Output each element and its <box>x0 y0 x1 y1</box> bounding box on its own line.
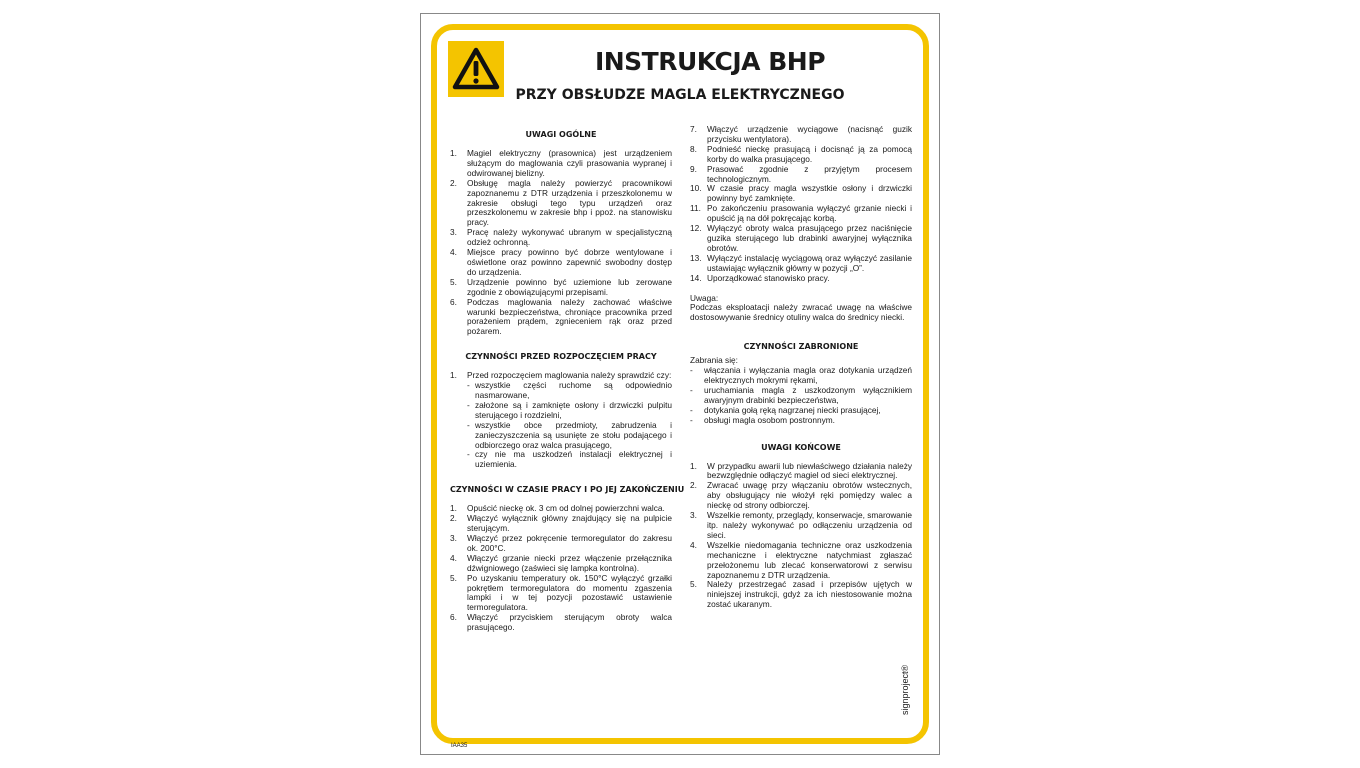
list-item <box>450 179 672 229</box>
section-heading-general: UWAGI OGÓLNE <box>525 130 597 139</box>
left-column <box>450 125 685 633</box>
list-item <box>450 554 672 574</box>
item-number: 5. <box>450 572 457 583</box>
list-item <box>450 514 672 534</box>
item-number: 4. <box>690 539 697 550</box>
forbidden-intro: Zabrania się: <box>690 355 738 366</box>
note-label: Uwaga: <box>690 292 719 303</box>
list-item <box>450 298 672 338</box>
list-item: - obsługi magla osobom postronnym. <box>690 416 912 426</box>
item-text: Miejsce pracy powinno być dobrze wentylowane i oświetlone oraz powinno zapewnić swobodny dostęp do urządzenia. <box>467 247 672 277</box>
list-item <box>450 613 672 633</box>
item-text: Pracę należy wykonywać ubranym w specjalistyczną odzież ochronną. <box>467 227 672 248</box>
item-text: Należy przestrzegać zasad i przepisów ujętych w niniejszej instrukcji, gdyż za ich niestosowanie można zostać ukaranym. <box>707 579 912 610</box>
sub-list-item: - czy nie ma uszkodzeń instalacji elektrycznej i uziemienia. <box>467 450 672 470</box>
item-number: 6. <box>450 296 457 307</box>
item-number: 4. <box>450 552 457 563</box>
list-item <box>690 204 912 224</box>
item-number: 12. <box>690 223 702 234</box>
item-number: 2. <box>450 513 457 524</box>
list-item <box>450 149 672 179</box>
item-number: 3. <box>450 533 457 543</box>
item-number: 1. <box>450 148 457 158</box>
final-notes-list <box>690 462 912 611</box>
item-number: 1. <box>690 460 697 471</box>
item-number: 10. <box>690 183 702 194</box>
section-heading-forbidden: CZYNNOŚCI ZABRONIONE <box>743 342 859 352</box>
item-text: W czasie pracy magla wszystkie osłony i drzwiczki powinny być zamknięte. <box>707 183 912 204</box>
item-number: 3. <box>690 510 697 521</box>
item-text: Zwracać uwagę przy włączaniu obrotów wstecznych, aby obsługujący nie włożył ręki pomiędzy walec a nieckę od strony odbiorczej. <box>707 480 912 511</box>
right-column <box>690 125 912 610</box>
item-text: Włączyć przyciskiem sterującym obroty walca prasującego. <box>467 612 672 633</box>
item-number: 1. <box>450 503 457 514</box>
section-heading-final: UWAGI KOŃCOWE <box>761 442 841 452</box>
sub-list-item: - wszystkie części ruchome są odpowiednio nasmarowane, <box>467 381 672 401</box>
list-item <box>450 534 672 554</box>
item-number: 7. <box>690 124 697 134</box>
sub-list-item: - wszystkie obce przedmioty, zabrudzenia i zanieczyszczenia są usunięte ze stołu podającego i odbiorczego oraz walca prasującego, <box>467 421 672 451</box>
during-work-list-left <box>450 504 672 633</box>
item-number: 2. <box>690 480 697 491</box>
general-notes-list <box>450 149 672 337</box>
list-item <box>690 481 912 511</box>
list-item <box>450 228 672 248</box>
item-text: Wyłączyć instalację wyciągową oraz wyłączyć zasilanie ustawiając wyłącznik główny w pozycji „O”. <box>707 252 912 273</box>
item-number: 2. <box>450 177 457 188</box>
item-number: 8. <box>690 143 697 154</box>
item-text: Opuścić nieckę ok. 3 cm od dolnej powierzchni walca. <box>467 503 665 514</box>
item-text: Wszelkie remonty, przeglądy, konserwacje, smarowanie itp. należy wykonywać po odłączeniu urządzenia od sieci. <box>707 510 912 540</box>
product-code: IAA35 <box>451 743 468 749</box>
list-item <box>690 125 912 145</box>
list-item <box>690 165 912 185</box>
list-item <box>450 371 672 470</box>
list-item <box>690 274 912 284</box>
during-work-list-right <box>690 125 912 284</box>
list-item: - dotykania gołą ręką nagrzanej niecki prasującej, <box>690 406 912 416</box>
item-number: 1. <box>450 370 457 381</box>
list-item <box>450 248 672 278</box>
note-block <box>690 294 912 324</box>
page-subtitle: PRZY OBSŁUDZE MAGLA ELEKTRYCZNEGO <box>515 87 845 103</box>
list-item <box>690 224 912 254</box>
section-heading-before-work: CZYNNOŚCI PRZED ROZPOCZĘCIEM PRACY <box>465 352 657 362</box>
list-item <box>690 462 912 482</box>
item-number: 14. <box>690 272 702 283</box>
item-number: 3. <box>450 227 457 238</box>
item-number: 5. <box>690 579 697 590</box>
list-item: - uruchamiania magla z uszkodzonym wyłącznikiem awaryjnym drabinki bezpieczeństwa, <box>690 386 912 406</box>
item-number: 4. <box>450 247 457 258</box>
list-item <box>450 278 672 298</box>
item-text: Po zakończeniu prasowania wyłączyć grzanie niecki i opuścić ją na dół pokręcając korbą. <box>707 203 912 224</box>
item-text: Prasować zgodnie z przyjętym procesem technologicznym. <box>707 163 912 184</box>
before-work-list <box>450 371 672 470</box>
item-text: Włączyć grzanie niecki przez włączenie przełącznika dźwigniowego (zaświeci się lampka kontrolna). <box>467 552 672 573</box>
item-text: Wszelkie niedomagania techniczne oraz uszkodzenia mechaniczne i elektryczne natychmiast zgłaszać przełożonemu lub zlecać konserwatorowi z serwisu zapoznanemu z DTR urządzenia. <box>707 539 912 580</box>
item-number: 6. <box>450 612 457 623</box>
sub-list-item: - założone są i zamknięte osłony i drzwiczki pulpitu sterującego i rozdzielni, <box>467 401 672 421</box>
item-text: Podnieść nieckę prasującą i docisnąć ją za pomocą korby do walka prasującego. <box>707 143 912 164</box>
item-number: 11. <box>690 203 701 214</box>
list-item <box>690 580 912 610</box>
list-item <box>450 574 672 614</box>
list-item <box>690 254 912 274</box>
item-text: Włączyć wyłącznik główny znajdujący się na pulpicie sterującym. <box>467 513 672 534</box>
warning-triangle-icon <box>448 41 504 97</box>
list-item <box>690 541 912 581</box>
item-number: 13. <box>690 252 702 263</box>
note-text: Podczas eksploatacji należy zwracać uwagę na właściwe dostosowywanie średnicy otuliny walca do średnicy niecki. <box>690 302 912 323</box>
item-text: Obsługę magla należy powierzyć pracownikowi zapoznanemu z DTR urządzenia i przeszkolonemu w zakresie obsługi tego typu urządzeń oraz przeszkolonemu w zakresie bhp i ppoż. na stanowisku pracy. <box>467 177 672 228</box>
item-text: W przypadku awarii lub niewłaściwego działania należy bezwzględnie odłączyć magiel od sieci elektrycznej. <box>707 460 912 481</box>
item-text: Przed rozpoczęciem maglowania należy sprawdzić czy: <box>467 370 672 381</box>
item-text: Po uzyskaniu temperatury ok. 150°C wyłączyć grzałki pokrętłem termoregulatora do momentu zgaszenia lampki i w tej pozycji pozostawić ustawienie termoregulatora. <box>467 572 672 613</box>
forbidden-list <box>690 366 912 425</box>
item-text: Uporządkować stanowisko pracy. <box>707 272 830 283</box>
list-item <box>690 145 912 165</box>
item-text: Wyłączyć obroty walca prasującego przez naciśnięcie guzika sterującego lub drabinki awaryjnej wyłącznika obrotów. <box>707 223 912 253</box>
item-text: Magiel elektryczny (prasownica) jest urządzeniem służącym do maglowania czyli prasowania wypranej i odwirowanej bielizny. <box>467 148 672 178</box>
page-title: INSTRUKCJA BHP <box>594 47 826 76</box>
list-item: - włączania i wyłączania magla oraz dotykania urządzeń elektrycznych mokrymi rękami, <box>690 366 912 386</box>
item-text: Włączyć przez pokręcenie termoregulator do zakresu ok. 200°C. <box>467 533 672 553</box>
item-text: Włączyć urządzenie wyciągowe (nacisnąć guzik przycisku wentylatora). <box>707 124 912 144</box>
item-number: 9. <box>690 163 697 174</box>
list-item <box>690 511 912 541</box>
sub-list <box>467 381 672 470</box>
item-text: Urządzenie powinno być uziemione lub zerowane zgodnie z obowiązującymi przepisami. <box>467 276 672 297</box>
item-number: 5. <box>450 276 457 287</box>
brand-mark: signproject® <box>900 664 910 715</box>
section-heading-during-work: CZYNNOŚCI W CZASIE PRACY I PO JEJ ZAKOŃCZENIU <box>450 485 685 495</box>
item-text: Podczas maglowania należy zachować właściwe warunki bezpieczeństwa, chroniące pracownika przed porażeniem prądem, zgnieceniem rąk oraz przed pożarem. <box>467 296 672 337</box>
list-item <box>690 184 912 204</box>
